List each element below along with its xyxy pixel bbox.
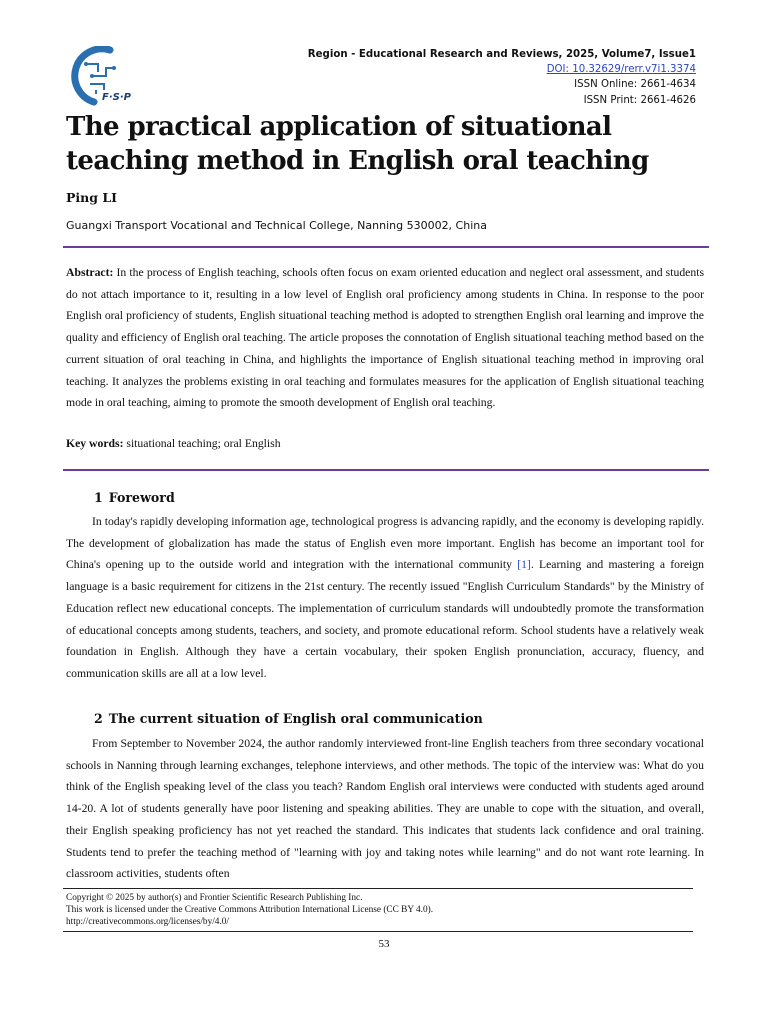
copyright-line: Copyright © 2025 by author(s) and Frontier Scientific Research Publishing Inc. [66,893,363,903]
page-number: 53 [378,938,390,950]
publisher-logo [70,46,160,108]
section-heading-foreword [94,490,175,505]
section-title: Foreword [108,490,175,505]
footnote-rule [63,888,693,889]
abstract-text: In the process of English teaching, schools often focus on exam oriented education and neglect oral assessment, and students do not attach importance to it, resulting in a low level of English oral proficiency among students in China. In response to the poor English oral proficiency of students, English situational teaching method is adopted to strengthen English oral learning and improve the quality and efficiency of English oral teaching. The article proposes the connotation of English situational teaching method based on the current situation of oral teaching in China, and highlights the importance of English situational teaching method in improving oral teaching. It analyzes the problems existing in oral teaching and formulates measures for the application of English situational teaching mode in oral teaching, aiming to promote the smooth development of English oral teaching. [66,266,704,410]
license-line: This work is licensed under the Creative Commons Attribution International License (CC BY 4.0). [66,905,434,915]
footer-rule [63,931,693,932]
divider-bottom [63,469,709,471]
issn-print: ISSN Print: 2661-4626 [583,94,696,106]
section-number: 1 [94,490,103,505]
paragraph-text: In today's rapidly developing information age, technological progress is advancing rapidly, and the economy is developing rapidly. The development of globalization has made the status of English even more important. English has become an important tool for China's opening up to the outside world and integration with the international community [66,515,704,572]
abstract [66,262,704,414]
author-affiliation: Guangxi Transport Vocational and Technical College, Nanning 530002, China [66,219,487,232]
paper-title: The practical application of situational teaching method in English oral teaching [66,112,649,176]
abstract-label: Abstract: [66,266,114,279]
copyright-footnote [66,892,433,928]
section-number: 2 [94,711,103,726]
author-name: Ping LI [66,190,117,205]
divider-top [63,246,709,248]
doi-link[interactable]: DOI: 10.32629/rerr.v7i1.3374 [546,64,696,76]
keywords-text: situational teaching; oral English [123,437,281,450]
keywords-label: Key words: [66,437,124,450]
issn-online: ISSN Online: 2661-4634 [574,79,696,91]
logo-text: F·S·P [102,92,131,103]
citation-link[interactable]: [1] [517,558,531,572]
paragraph-text-cont: . Learning and mastering a foreign language is a basic requirement for citizens in the 21st century. The recently issued "English Curriculum Standards" by the Ministry of Education reflect new educational concepts. The implementation of curriculum standards will undoubtedly promote the transformation of educational concepts among students, teachers, and society, and promote educational reform. School students have a relatively weak foundation in English. Although they have a certain vocabulary, their spoken English pronunciation, accuracy, fluency, and communication skills are all at a low level. [66,558,704,680]
current-situation-paragraph: From September to November 2024, the author randomly interviewed front-line English teachers from three secondary vocational schools in Nanning through learning exchanges, telephone interviews, and other methods. The topic of the interview was: What do you think of the English speaking level of the class you teach? Random English oral interviews were conducted with students aged around 14-20. A lot of students generally have poor listening and speaking abilities. They are unable to cope with the situation, and overall, their English speaking proficiency has not yet reached the standard. This indicates that students lack confidence and oral training. Students tend to prefer the teaching method of "learning with joy and taking notes while learning" and do not want rote learning. In classroom activities, students often [66,737,704,881]
foreword-paragraph [66,511,704,685]
section-title: The current situation of English oral communication [108,711,483,726]
keywords [66,437,281,450]
section-heading-current-situation [94,711,483,726]
license-url[interactable]: http://creativecommons.org/licenses/by/4.0/ [66,917,230,927]
journal-name: Region - Educational Research and Reviews, 2025, Volume7, Issue1 [307,49,696,60]
journal-header [308,47,696,108]
